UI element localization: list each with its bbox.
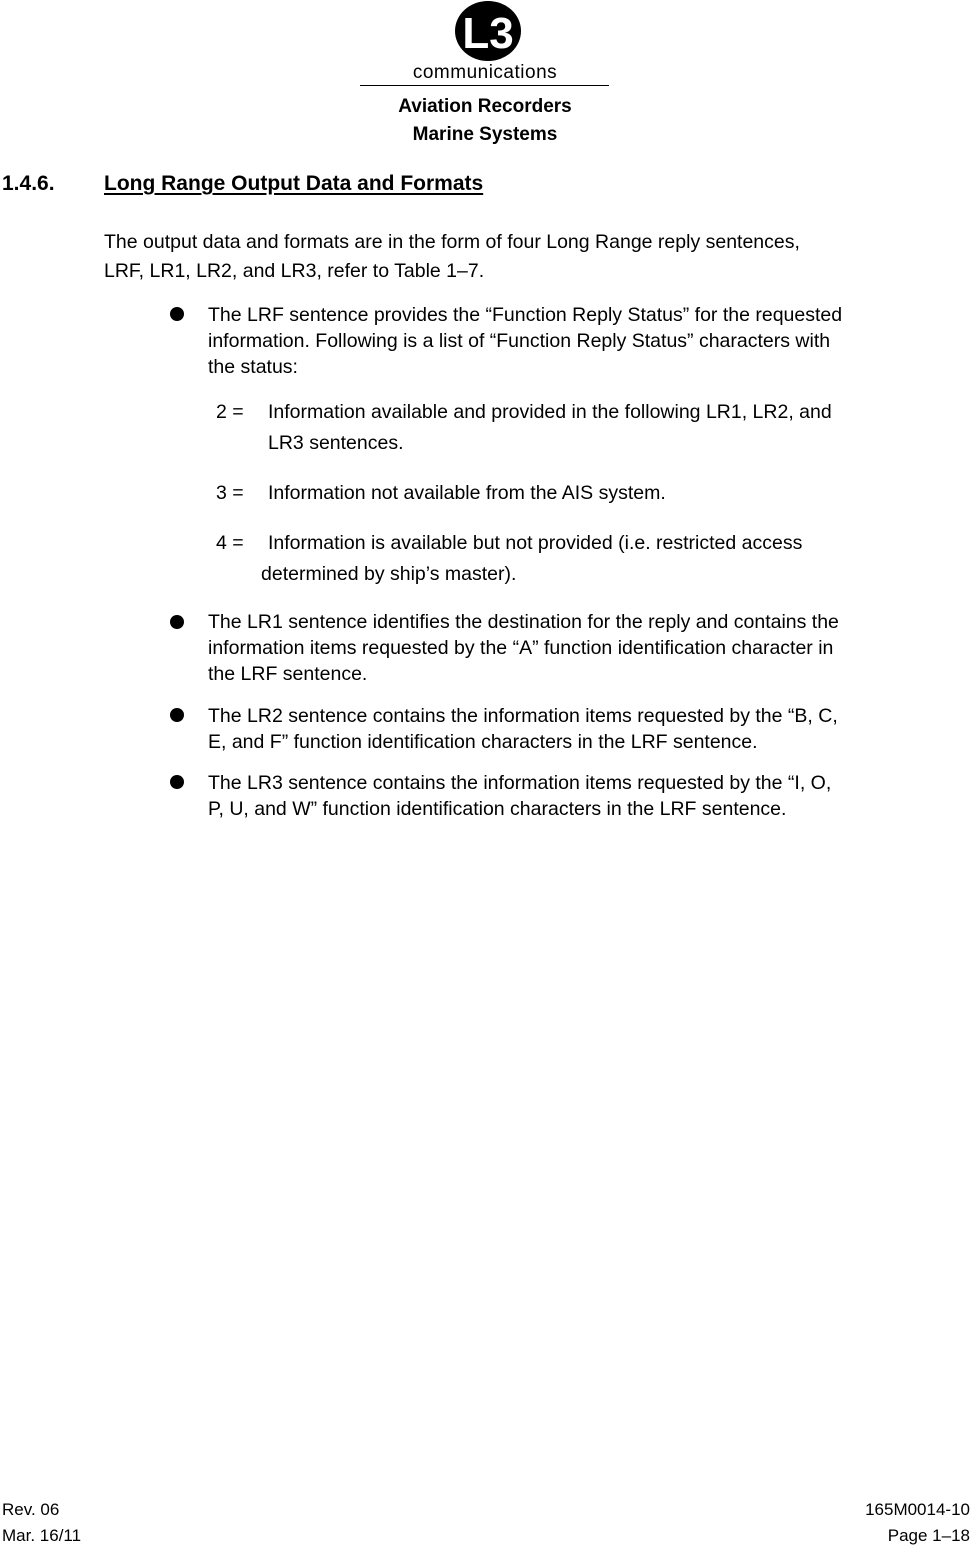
status-key-2: 2 = bbox=[216, 401, 244, 423]
bullet-line: information. Following is a list of “Function Reply Status” characters with bbox=[208, 330, 831, 352]
intro-paragraph bbox=[104, 228, 954, 286]
status-key-3: 3 = bbox=[216, 482, 244, 504]
bullet-icon bbox=[170, 708, 184, 722]
division-subname: Marine Systems bbox=[412, 124, 558, 145]
footer-date: Mar. 16/11 bbox=[2, 1526, 82, 1545]
status-line: Information available and provided in the following LR1, LR2, and bbox=[268, 401, 832, 423]
section-number: 1.4.6. bbox=[2, 172, 55, 195]
section-title: Long Range Output Data and Formats bbox=[104, 172, 484, 195]
bullet-line: the LRF sentence. bbox=[208, 663, 368, 685]
status-line: Information is available but not provided (i.e. restricted access bbox=[268, 532, 803, 554]
status-line: Information not available from the AIS system. bbox=[268, 482, 666, 504]
bullet-line: P, U, and W” function identification characters in the LRF sentence. bbox=[208, 798, 787, 820]
division-name: Aviation Recorders bbox=[398, 96, 572, 117]
status-text-4 bbox=[268, 528, 958, 559]
intro-line: The output data and formats are in the form of four Long Range reply sentences, bbox=[104, 231, 800, 253]
bullet-line: E, and F” function identification characters in the LRF sentence. bbox=[208, 731, 758, 753]
bullet-line: The LRF sentence provides the “Function Reply Status” for the requested bbox=[208, 304, 843, 326]
bullet-line: The LR1 sentence identifies the destination for the reply and contains the bbox=[208, 611, 839, 633]
bullet-icon bbox=[170, 615, 184, 629]
intro-line: LRF, LR1, LR2, and LR3, refer to Table 1–7. bbox=[104, 260, 485, 282]
bullet-lr1 bbox=[208, 609, 968, 687]
status-key-4: 4 = bbox=[216, 532, 244, 554]
status-text-2 bbox=[268, 397, 958, 459]
footer-page-number: Page 1–18 bbox=[887, 1526, 970, 1545]
status-text-3 bbox=[268, 478, 958, 509]
bullet-icon bbox=[170, 307, 184, 321]
logo-wordmark: communications bbox=[412, 62, 558, 83]
bullet-lr3 bbox=[208, 770, 968, 822]
bullet-lr2 bbox=[208, 703, 968, 755]
logo-divider bbox=[360, 85, 609, 86]
footer-revision: Rev. 06 bbox=[2, 1500, 60, 1519]
footer-doc-number: 165M0014-10 bbox=[865, 1500, 970, 1519]
bullet-lrf bbox=[208, 302, 968, 380]
status-line: LR3 sentences. bbox=[268, 432, 404, 454]
status-line: determined by ship’s master). bbox=[261, 563, 517, 585]
page-header bbox=[0, 0, 970, 160]
l3-logo-icon bbox=[452, 0, 524, 64]
bullet-line: The LR2 sentence contains the information items requested by the “B, C, bbox=[208, 705, 838, 727]
bullet-line: information items requested by the “A” function identification character in bbox=[208, 637, 834, 659]
svg-text:L3: L3 bbox=[462, 9, 514, 58]
bullet-line: The LR3 sentence contains the information items requested by the “I, O, bbox=[208, 772, 832, 794]
bullet-icon bbox=[170, 775, 184, 789]
bullet-line: the status: bbox=[208, 356, 298, 378]
